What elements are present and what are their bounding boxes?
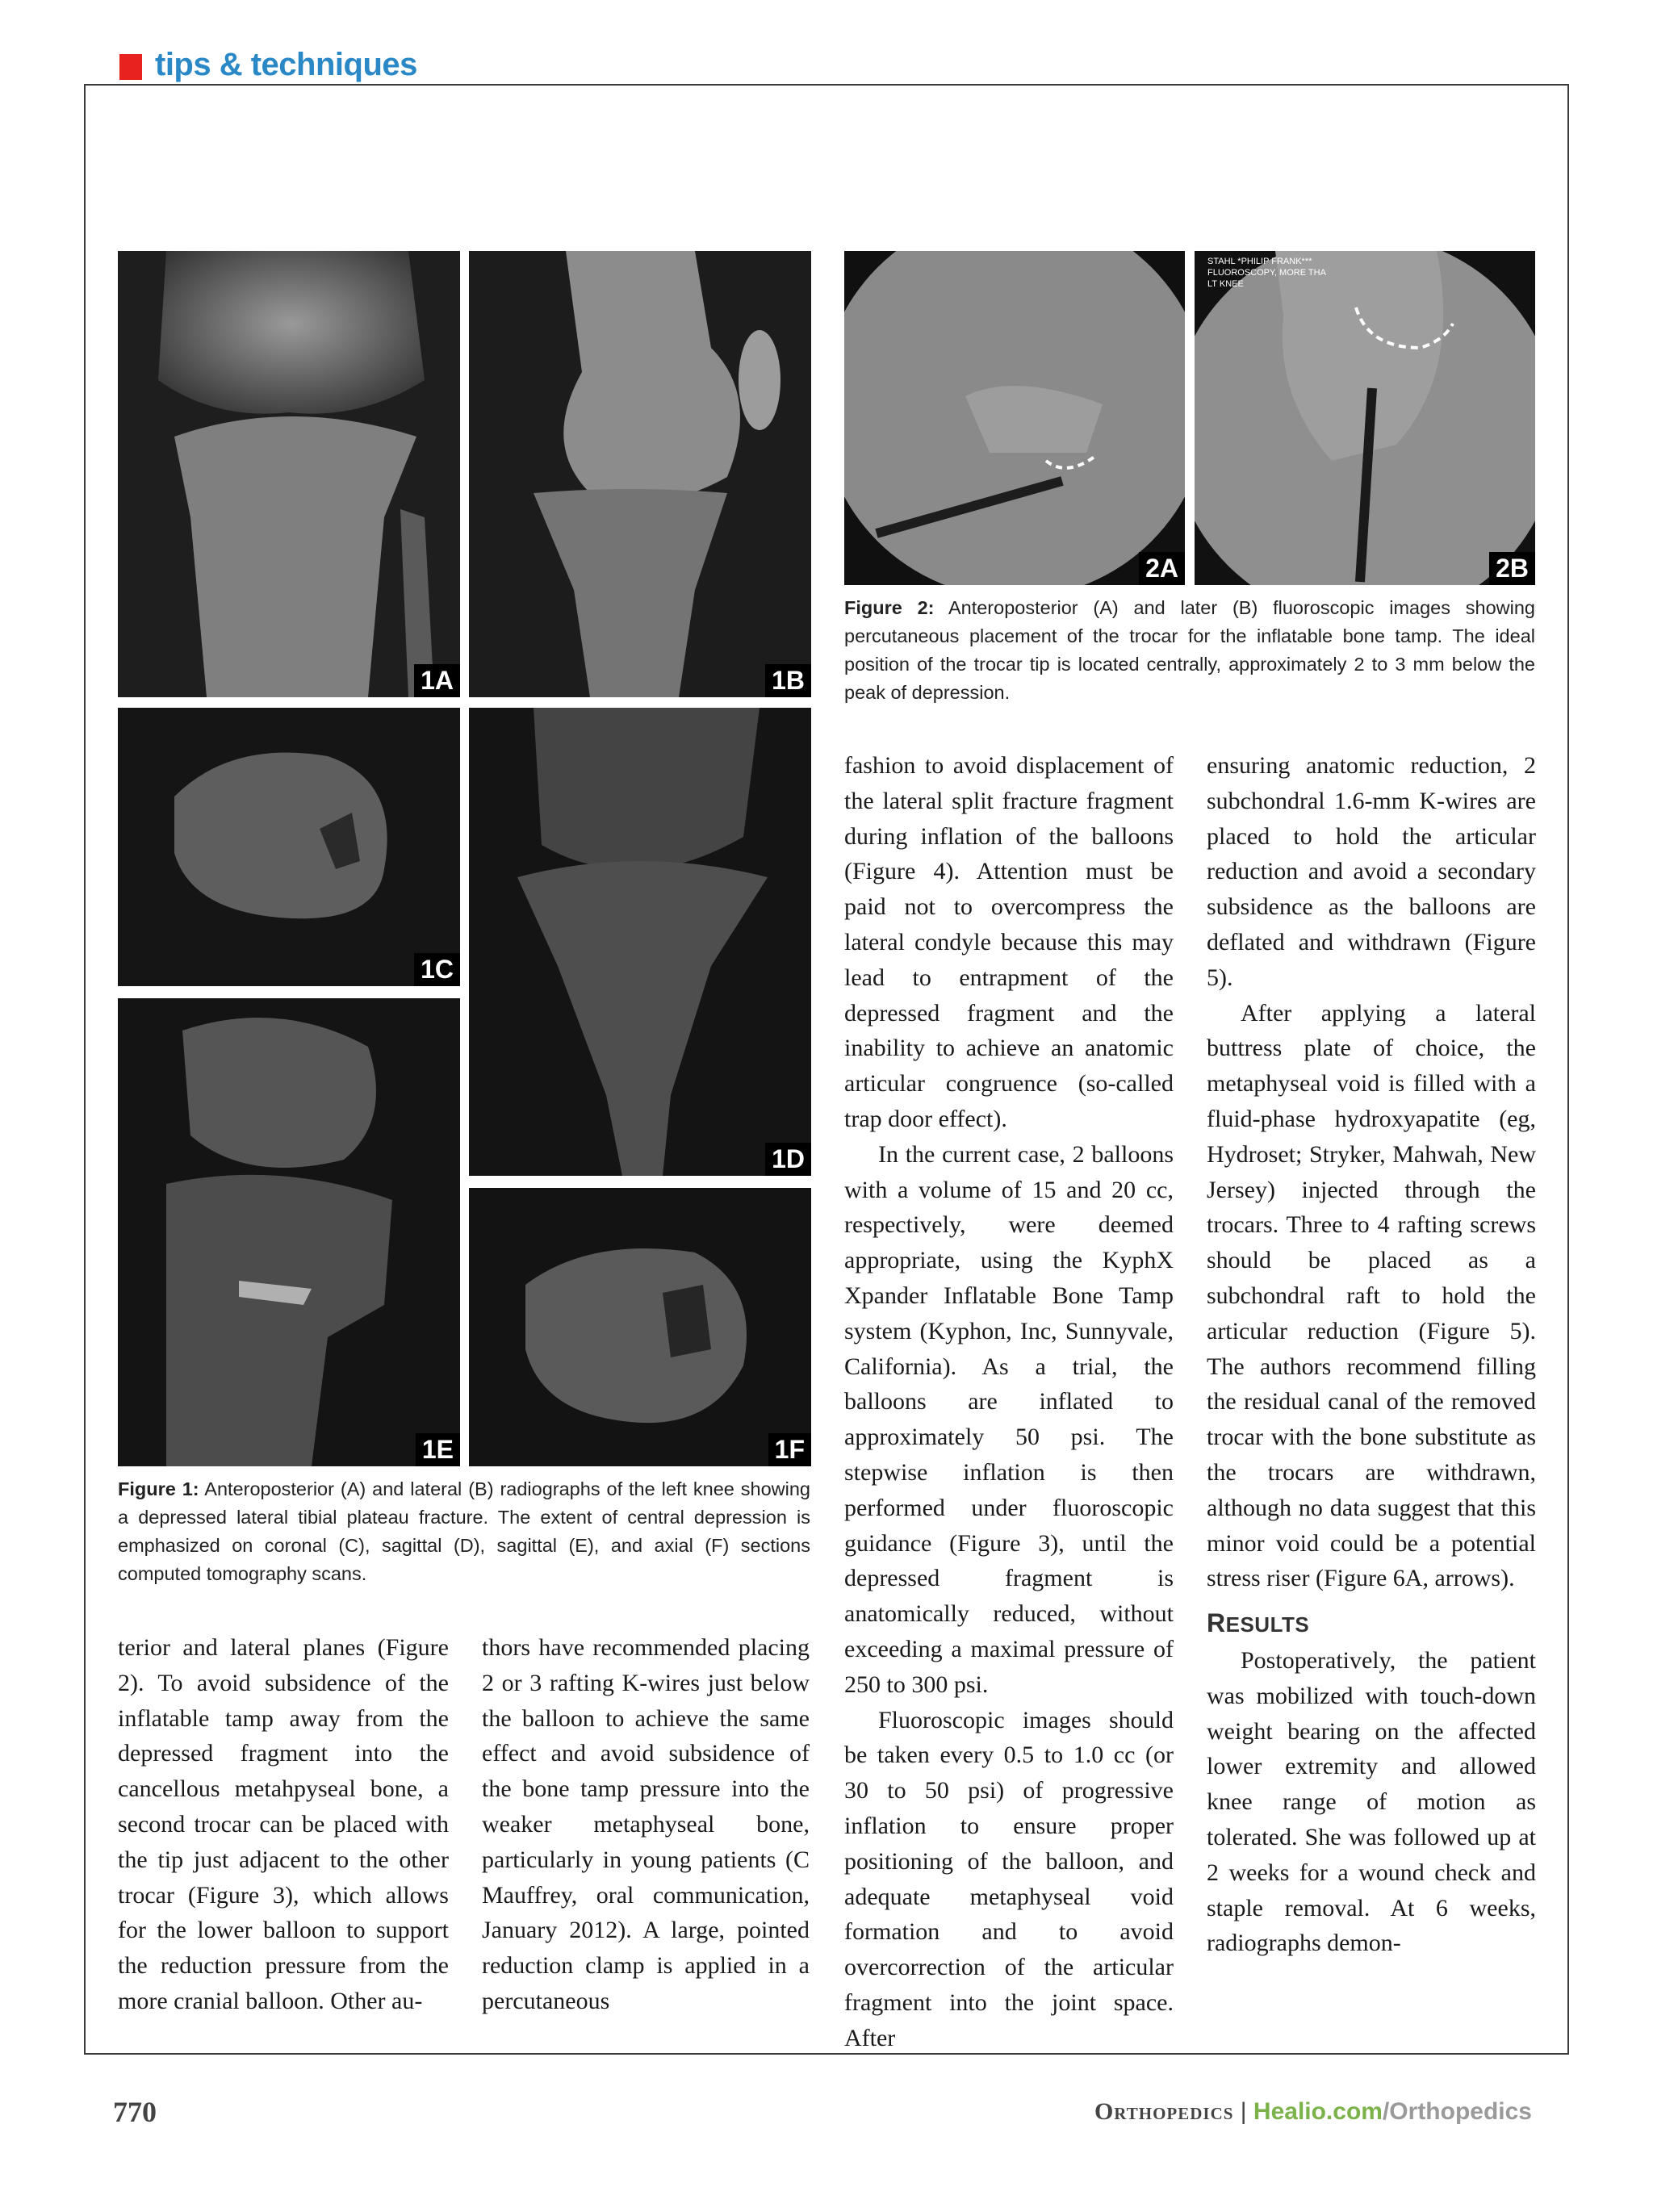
panel-label-1d: 1D <box>765 1143 811 1176</box>
body-paragraph: Postoperatively, the patient was mobilized with touch-down weight bearing on the affected lower extremity and allowed knee range of motion as tolerated. She was followed up at 2 weeks for a wound check and staple removal. At 6 weeks, radiographs demon- <box>1207 1646 1536 1957</box>
figure-2-caption-label: Figure 2: <box>844 597 935 618</box>
body-column-3 <box>844 748 1174 2055</box>
body-paragraph: ensuring anatomic reduction, 2 subchondral 1.6-mm K-wires are placed to hold the articular reduction and avoid a secondary subsidence as the balloons are deflated and withdrawn (Figure 5). <box>1207 752 1536 991</box>
panel-label-2b: 2B <box>1489 552 1535 585</box>
panel-label-1f: 1F <box>768 1433 811 1466</box>
figure-1d-ct-sagittal <box>469 708 811 1176</box>
body-paragraph: terior and lateral planes (Figure 2). To avoid subsidence of the inflatable tamp away from the depressed fragment into the cancellous metahpyseal bone, a second trocar can be placed with the tip just adjacent to the other trocar (Figure 3), which allows for the lower balloon to support the reduction pressure from the more cranial balloon. Other au- <box>118 1634 449 2014</box>
panel-label-2a: 2A <box>1139 552 1185 585</box>
panel-label-1b: 1B <box>765 664 811 697</box>
journal-footer: Orthopedics | Healio.com/Orthopedics <box>1094 2098 1532 2125</box>
body-paragraph: After applying a lateral buttress plate of choice, the metaphyseal void is filled with a fluid-phase hydroxyapatite (eg, Hydroset; Stryker, Mahwah, New Jersey) injected through the trocars. Three to 4 rafting screws should be placed as a subchondral raft to hold the articular reduction (Figure 5). The authors recommend filling the residual canal of the removed trocar with the bone substitute as the trocars are withdrawn, although no data suggest that this minor void could be a potential stress riser (Figure 6A, arrows). <box>1207 999 1536 1592</box>
panel-label-1c: 1C <box>414 953 460 986</box>
figure-1-caption-text: Anteroposterior (A) and lateral (B) radiographs of the left knee showing a depressed lateral tibial plateau fracture. The extent of central depression is emphasized on coronal (C), sagittal (D), sagittal (E), and axial (F) sections computed tomography scans. <box>118 1478 811 1584</box>
figure-2-caption-text: Anteroposterior (A) and later (B) fluoroscopic images showing percutaneous placement of the trocar for the inflatable bone tamp. The ideal position of the trocar tip is located centrally, approximately 2 to 3 mm below the peak of depression. <box>844 597 1535 703</box>
healio-link[interactable]: Healio.com <box>1253 2098 1383 2125</box>
body-paragraph: thors have recommended placing 2 or 3 rafting K-wires just below the balloon to achieve the same effect and avoid subsidence of the bone tamp pressure into the weaker metaphyseal bone, particularly in young patients (C Mauffrey, oral communication, January 2012). A large, pointed reduction clamp is applied in a percutaneous <box>482 1634 810 2014</box>
body-column-1 <box>118 1630 449 2019</box>
figure-2b-fluoroscopy <box>1195 251 1535 585</box>
figure-1a-radiograph <box>118 251 460 697</box>
figure-1c-ct-coronal <box>118 708 460 986</box>
results-heading: RESULTS <box>1207 1608 1310 1638</box>
section-title: tips & techniques <box>155 47 417 82</box>
body-column-2 <box>482 1630 810 2019</box>
body-paragraph: Fluoroscopic images should be taken every 0.5 to 1.0 cc (or 30 to 50 psi) of progressive inflation to ensure proper positioning of the balloon, and adequate metaphyseal void formation and to avoid overcorrection of the articular fragment into the joint space. After <box>844 1706 1174 2051</box>
figure-2-caption <box>844 594 1535 707</box>
figure-1f-ct-axial <box>469 1188 811 1466</box>
healio-path[interactable]: /Orthopedics <box>1382 2098 1532 2125</box>
body-paragraph: fashion to avoid displacement of the lateral split fracture fragment during inflation of the balloons (Figure 4). Attention must be paid not to overcompress the lateral condyle because this may lead to entrapment of the depressed fragment and the inability to achieve an anatomic articular congruence (so-called trap door effect). <box>844 752 1174 1132</box>
body-column-4 <box>1207 748 1536 1961</box>
section-marker <box>119 54 142 80</box>
panel-label-1a: 1A <box>414 664 460 697</box>
body-paragraph: In the current case, 2 balloons with a volume of 15 and 20 cc, respectively, were deemed appropriate, using the KyphX Xpander Inflatable Bone Tamp system (Kyphon, Inc, Sunnyvale, California). As a trial, the balloons are inflated to approximately 50 psi. The stepwise inflation is then performed under fluoroscopic guidance (Figure 3), until the depressed fragment is anatomically reduced, without exceeding a maximal pressure of 250 to 300 psi. <box>844 1140 1174 1698</box>
panel-label-1e: 1E <box>416 1433 460 1466</box>
figure-1-caption-label: Figure 1: <box>118 1478 199 1499</box>
figure-2b-overlay-text: STAHL *PHILIP FRANK*** FLUOROSCOPY, MORE THA LT KNEE <box>1207 257 1326 289</box>
journal-name: Orthopedics <box>1094 2098 1234 2125</box>
page-number: 770 <box>113 2096 157 2128</box>
figure-1b-radiograph <box>469 251 811 697</box>
figure-1e-ct-sagittal <box>118 998 460 1466</box>
figure-1-caption <box>118 1475 810 1588</box>
figure-2a-fluoroscopy <box>844 251 1185 585</box>
